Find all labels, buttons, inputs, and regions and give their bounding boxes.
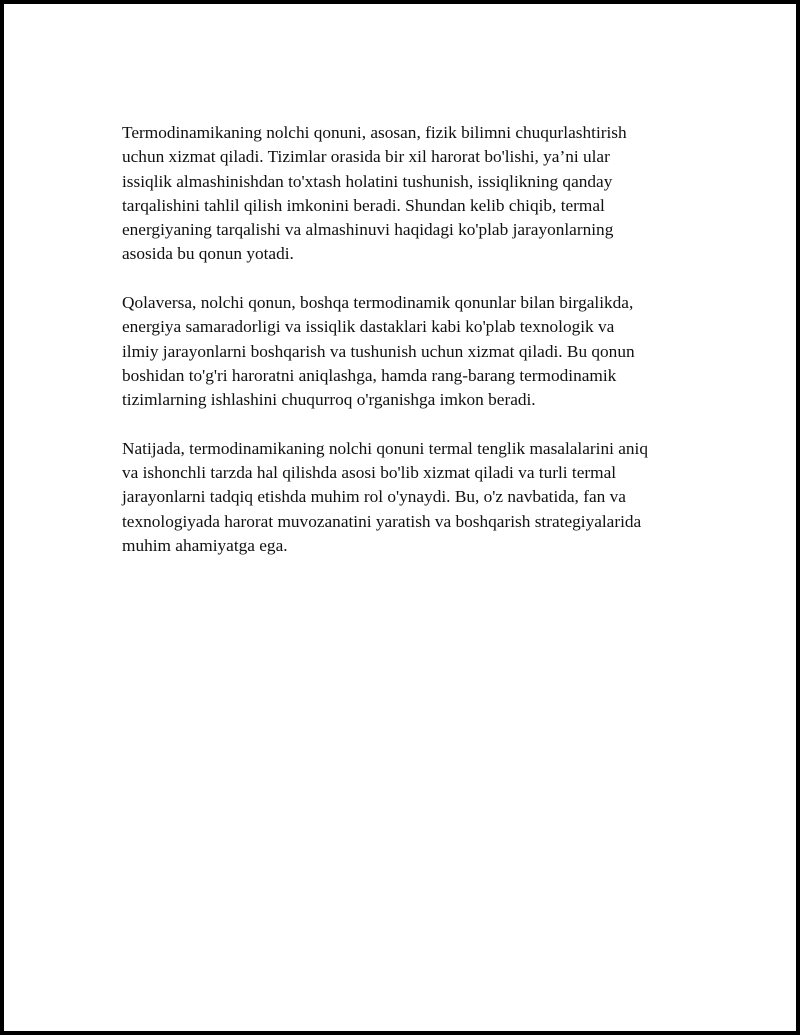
text-line: Natijada, termodinamikaning nolchi qonuni termal tenglik masalalarini aniq xyxy=(122,438,648,458)
text-line: texnologiyada harorat muvozanatini yaratish va boshqarish strategiyalarida xyxy=(122,511,642,531)
paragraph-1 xyxy=(122,121,702,267)
text-line: ilmiy jarayonlarni boshqarish va tushunish uchun xizmat qiladi. Bu qonun xyxy=(122,341,635,361)
text-line: uchun xizmat qiladi. Tizimlar orasida bir xil harorat bo'lishi, ya’ni ular xyxy=(122,147,610,167)
text-line: boshidan to'g'ri haroratni aniqlashga, hamda rang-barang termodinamik xyxy=(122,365,617,385)
paragraph-2 xyxy=(122,291,702,412)
text-line: asosida bu qonun yotadi. xyxy=(122,244,294,264)
paragraph-3 xyxy=(122,437,702,558)
text-line: jarayonlarni tadqiq etishda muhim rol o'ynaydi. Bu, o'z navbatida, fan va xyxy=(122,487,626,507)
document-body xyxy=(122,121,702,583)
text-line: tarqalishini tahlil qilish imkonini beradi. Shundan kelib chiqib, termal xyxy=(122,195,605,215)
text-line: muhim ahamiyatga ega. xyxy=(122,536,288,556)
text-line: Termodinamikaning nolchi qonuni, asosan, fizik bilimni chuqurlashtirish xyxy=(122,123,627,142)
text-line: issiqlik almashinishdan to'xtash holatini tushunish, issiqlikning qanday xyxy=(122,171,613,191)
text-line: energiya samaradorligi va issiqlik dastaklari kabi ko'plab texnologik va xyxy=(122,317,615,337)
text-line: energiyaning tarqalishi va almashinuvi haqidagi ko'plab jarayonlarning xyxy=(122,220,614,240)
text-line: tizimlarning ishlashini chuqurroq o'rganishga imkon beradi. xyxy=(122,390,536,410)
text-line: va ishonchli tarzda hal qilishda asosi bo'lib xizmat qiladi va turli termal xyxy=(122,463,617,483)
text-line: Qolaversa, nolchi qonun, boshqa termodinamik qonunlar bilan birgalikda, xyxy=(122,293,634,313)
